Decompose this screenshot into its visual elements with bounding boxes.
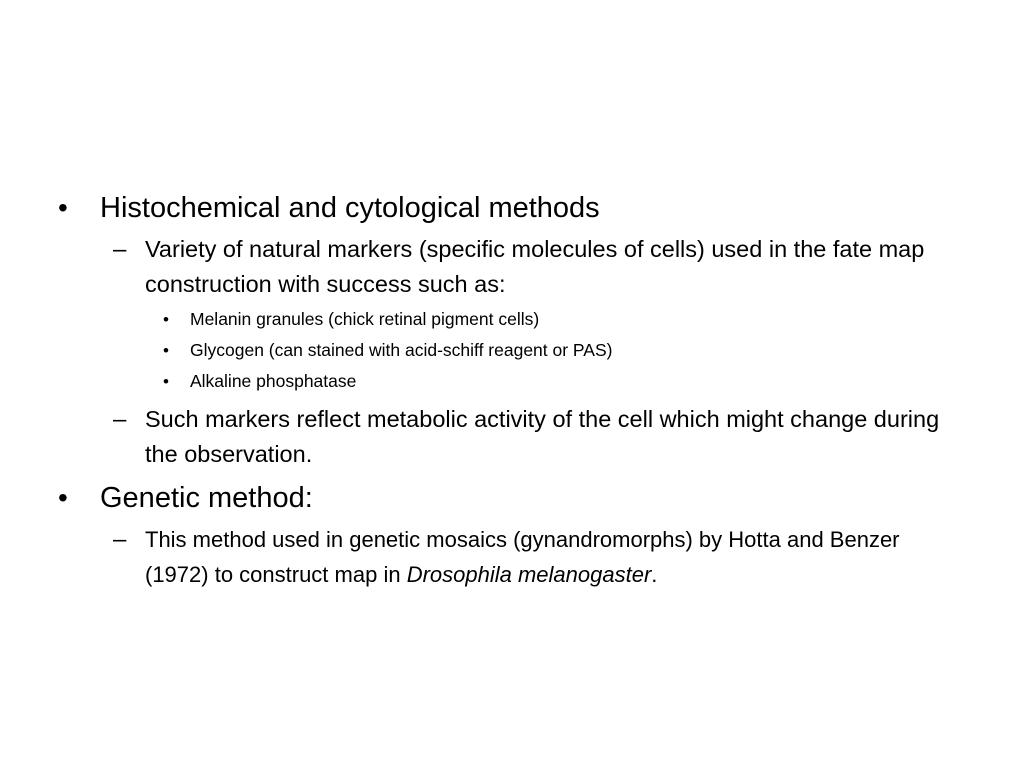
bullet-text: Histochemical and cytological methods xyxy=(100,192,600,224)
dash-marker: – xyxy=(113,406,127,433)
bullet-marker: • xyxy=(163,372,169,391)
text-segment: . xyxy=(651,562,658,587)
species-name: Drosophila melanogaster xyxy=(406,562,652,587)
bullet-marker: • xyxy=(163,341,169,360)
list-item-text: Alkaline phosphatase xyxy=(190,371,357,391)
sub-bullet-text: Variety of natural markers (specific molecules of cells) used in the fate map construction with success such as: xyxy=(145,236,925,297)
list-item-glycogen xyxy=(163,335,943,366)
sub-bullet-genetic-mosaics xyxy=(113,522,953,592)
bullet-text: Genetic method: xyxy=(100,482,313,514)
sub-bullet-natural-markers xyxy=(113,232,958,302)
bullet-genetic-method xyxy=(58,481,958,515)
dash-marker: – xyxy=(113,526,127,553)
bullet-marker: • xyxy=(58,192,68,223)
bullet-histochemical xyxy=(58,191,958,225)
list-item-text: Glycogen (can stained with acid-schiff reagent or PAS) xyxy=(190,340,613,360)
sub-bullet-metabolic-activity xyxy=(113,402,958,472)
dash-marker: – xyxy=(113,236,127,263)
list-item-melanin xyxy=(163,304,943,335)
sub-bullet-text: Such markers reflect metabolic activity of the cell which might change during the observation. xyxy=(145,406,940,467)
list-item-alkaline-phosphatase xyxy=(163,366,943,397)
text-segment: This method used in genetic mosaics (gynandromorphs) by Hotta and Benzer (1972) to construct map in xyxy=(145,527,900,587)
bullet-marker: • xyxy=(163,310,169,329)
bullet-marker: • xyxy=(58,482,68,513)
sub-bullet-text xyxy=(145,522,953,592)
list-item-text: Melanin granules (chick retinal pigment cells) xyxy=(190,309,540,329)
